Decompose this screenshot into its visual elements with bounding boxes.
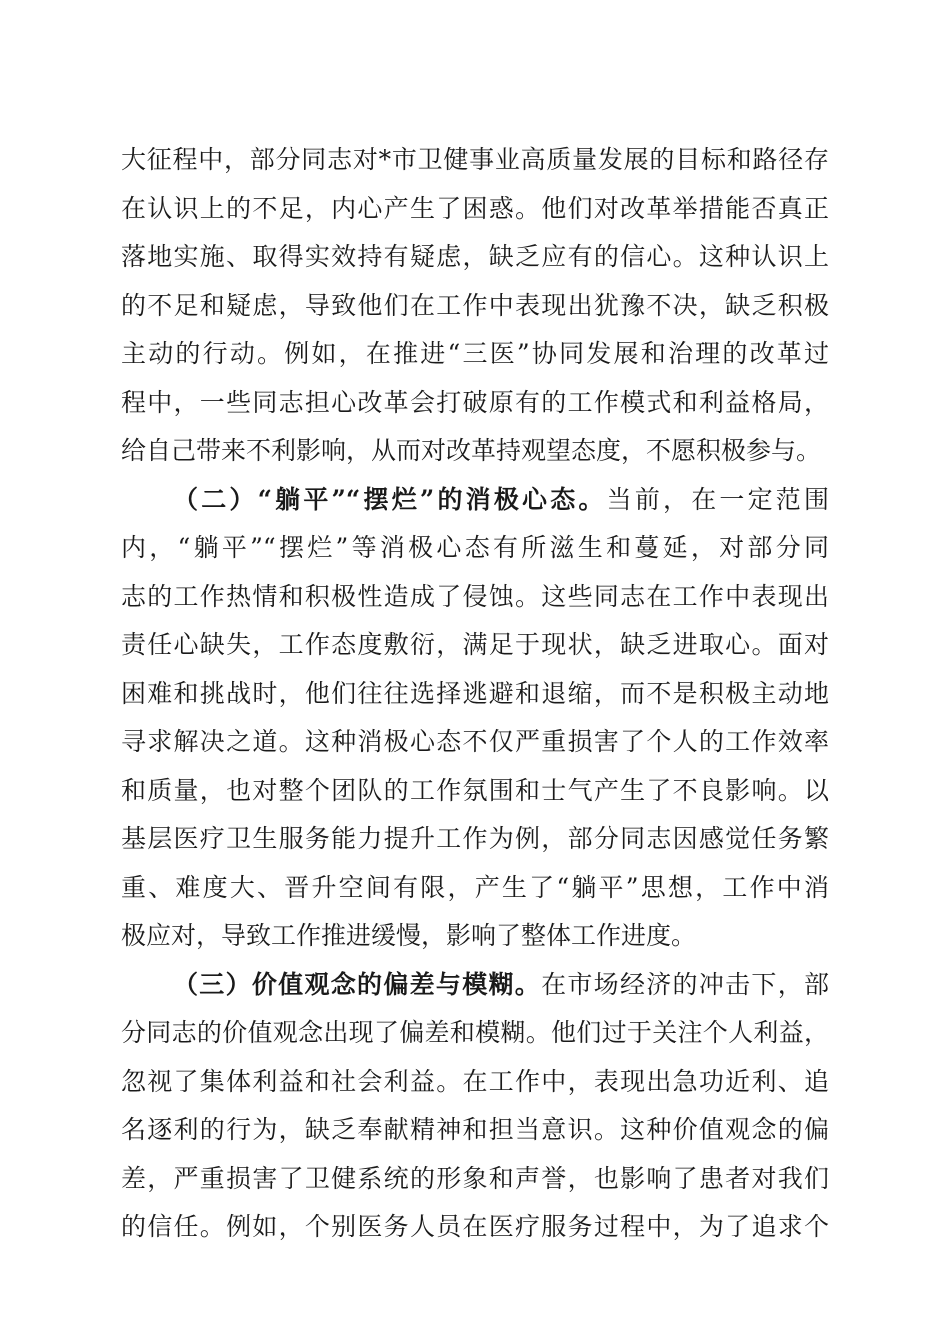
text-line: 在认识上的不足，内心产生了困惑。他们对改革举措能否真正 [121, 193, 829, 223]
paragraph-first-line [121, 476, 829, 525]
paragraph-1 [121, 136, 829, 476]
text-line: 重、难度大、晋升空间有限，产生了“躺平”思想，工作中消 [121, 872, 829, 902]
paragraph-3 [121, 961, 829, 1252]
section-heading: （三）价值观念的偏差与模糊。 [173, 969, 542, 999]
document-body [121, 136, 829, 1252]
text-line: 的信任。例如，个别医务人员在医疗服务过程中，为了追求个 [121, 1212, 829, 1241]
text-line: 寻求解决之道。这种消极心态不仅严重损害了个人的工作效率 [121, 727, 829, 756]
text-run: 在市场经济的冲击下，部 [541, 969, 829, 999]
text-run: 当前，在一定范围 [606, 484, 829, 514]
text-line: 困难和挑战时，他们往往选择逃避和退缩，而不是积极主动地 [121, 678, 829, 708]
text-line: 主动的行动。例如，在推进“三医”协同发展和治理的改革过 [121, 339, 829, 368]
text-line: 大征程中，部分同志对*市卫健事业高质量发展的目标和路径存 [121, 145, 829, 174]
paragraph-first-line [121, 961, 829, 1010]
text-line: 忽视了集体利益和社会利益。在工作中，表现出急功近利、追 [121, 1066, 829, 1096]
text-line: 给自己带来不利影响，从而对改革持观望态度，不愿积极参与。 [121, 436, 822, 465]
text-line: 的不足和疑虑，导致他们在工作中表现出犹豫不决，缺乏积极 [121, 290, 829, 320]
text-line: 志的工作热情和积极性造成了侵蚀。这些同志在工作中表现出 [121, 581, 829, 611]
text-line: 程中，一些同志担心改革会打破原有的工作模式和利益格局， [121, 387, 829, 417]
paragraph-2 [121, 476, 829, 961]
text-line: 内，“躺平”“摆烂”等消极心态有所滋生和蔓延，对部分同 [121, 533, 829, 562]
text-line: 落地实施、取得实效持有疑虑，缺乏应有的信心。这种认识上 [121, 242, 829, 271]
text-line: 极应对，导致工作推进缓慢，影响了整体工作进度。 [121, 921, 697, 950]
text-line: 基层医疗卫生服务能力提升工作为例，部分同志因感觉任务繁 [121, 824, 829, 853]
text-line: 责任心缺失，工作态度敷衍，满足于现状，缺乏进取心。面对 [121, 630, 829, 659]
text-line: 差，严重损害了卫健系统的形象和声誉，也影响了患者对我们 [121, 1163, 829, 1193]
text-line: 和质量，也对整个团队的工作氛围和士气产生了不良影响。以 [121, 775, 829, 805]
text-line: 名逐利的行为，缺乏奉献精神和担当意识。这种价值观念的偏 [121, 1115, 829, 1144]
text-line: 分同志的价值观念出现了偏差和模糊。他们过于关注个人利益， [121, 1018, 829, 1047]
section-heading: （二）“躺平”“摆烂”的消极心态。 [173, 484, 607, 514]
